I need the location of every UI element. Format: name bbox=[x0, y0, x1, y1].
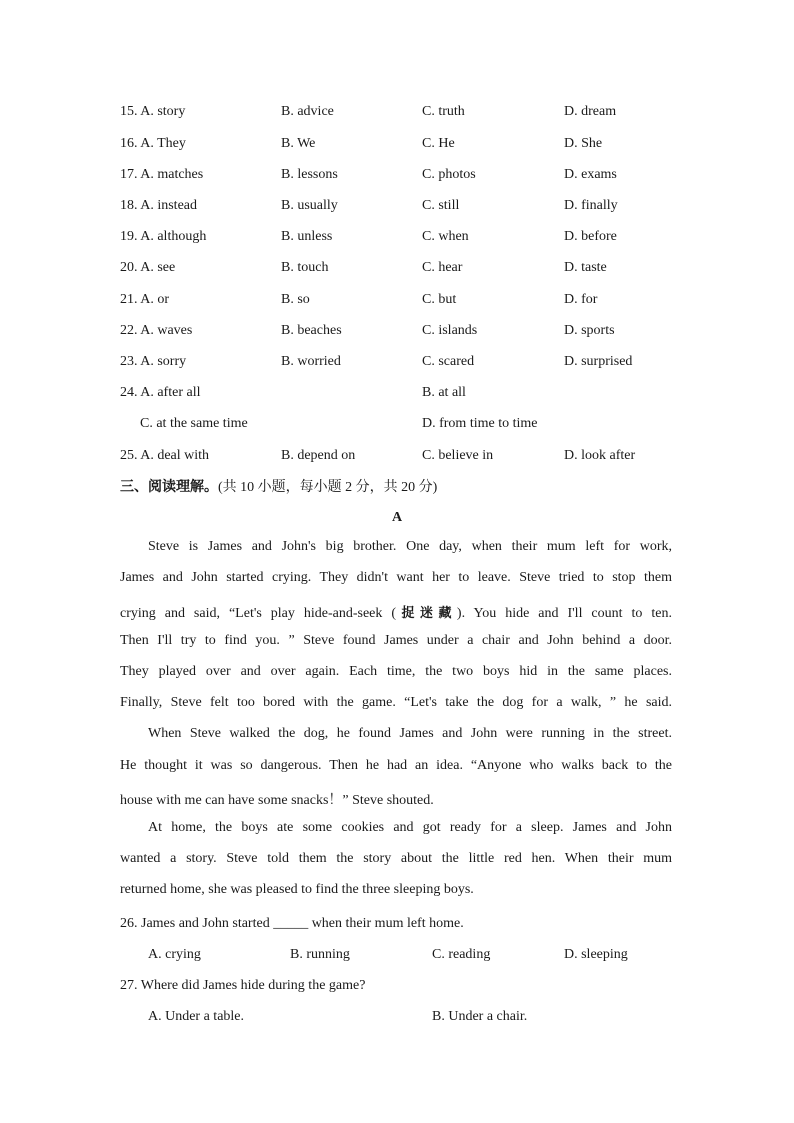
passage-line: They played over and over again. Each time, the two boys hid in the same places. bbox=[120, 664, 672, 679]
option-d: D. sports bbox=[564, 323, 615, 338]
option-c: C. but bbox=[422, 292, 457, 307]
option-a: 18. A. instead bbox=[120, 198, 197, 213]
passage-line: James and John started crying. They didn't want her to leave. Steve tried to stop them bbox=[120, 570, 672, 585]
question-text: 27. Where did James hide during the game? bbox=[120, 978, 366, 993]
question-row bbox=[0, 383, 794, 403]
question-row bbox=[0, 945, 794, 965]
option-b: B. usually bbox=[281, 198, 338, 213]
passage-line: When Steve walked the dog, he found James and John were running in the street. bbox=[148, 726, 672, 741]
option-a: A. crying bbox=[148, 947, 201, 962]
option-a: A. Under a table. bbox=[148, 1009, 245, 1024]
question-row bbox=[0, 414, 794, 434]
option-c: C. when bbox=[422, 229, 469, 244]
question-row bbox=[0, 290, 794, 310]
option-c: C. reading bbox=[432, 947, 491, 962]
option-b: B. Under a chair. bbox=[432, 1009, 528, 1024]
question-row bbox=[0, 446, 794, 466]
passage-text: crying and said, “Let's play hide-and-seek ( bbox=[120, 606, 397, 621]
passage-line: Steve is James and John's big brother. One day, when their mum left for work, bbox=[148, 539, 672, 554]
option-a: 24. A. after all bbox=[120, 385, 201, 400]
option-c: C. photos bbox=[422, 167, 476, 182]
option-c: C. still bbox=[422, 198, 460, 213]
option-d: D. from time to time bbox=[422, 416, 538, 431]
passage-line: returned home, she was pleased to find the three sleeping boys. bbox=[120, 882, 474, 897]
option-d: D. for bbox=[564, 292, 598, 307]
option-d: D. dream bbox=[564, 104, 617, 119]
option-c: C. at the same time bbox=[140, 416, 248, 431]
option-a: 23. A. sorry bbox=[120, 354, 187, 369]
option-d: D. surprised bbox=[564, 354, 633, 369]
option-b: B. at all bbox=[422, 385, 466, 400]
question-stem bbox=[0, 976, 794, 996]
option-b: B. so bbox=[281, 292, 310, 307]
passage-line: He thought it was so dangerous. Then he had an idea. “Anyone who walks back to the bbox=[120, 758, 672, 773]
option-a: 20. A. see bbox=[120, 260, 176, 275]
option-d: D. look after bbox=[564, 448, 636, 463]
option-d: D. before bbox=[564, 229, 617, 244]
question-row bbox=[0, 321, 794, 341]
option-a: 21. A. or bbox=[120, 292, 170, 307]
option-a: 15. A. story bbox=[120, 104, 186, 119]
passage-line: At home, the boys ate some cookies and got ready for a sleep. James and John bbox=[148, 820, 672, 835]
question-row bbox=[0, 165, 794, 185]
option-b: B. worried bbox=[281, 354, 341, 369]
option-b: B. unless bbox=[281, 229, 333, 244]
question-row bbox=[0, 352, 794, 372]
question-row bbox=[0, 134, 794, 154]
passage-line: Finally, Steve felt too bored with the game. “Let's take the dog for a walk, ” he said. bbox=[120, 695, 672, 710]
option-c: C. scared bbox=[422, 354, 475, 369]
option-b: B. We bbox=[281, 136, 316, 151]
option-c: C. He bbox=[422, 136, 455, 151]
option-a: 16. A. They bbox=[120, 136, 186, 151]
section-title: 三、阅读理解。 bbox=[120, 479, 218, 495]
option-c: C. truth bbox=[422, 104, 465, 119]
option-b: B. running bbox=[290, 947, 350, 962]
passage-label: A bbox=[391, 510, 403, 525]
option-a: 25. A. deal with bbox=[120, 448, 210, 463]
question-row bbox=[0, 1007, 794, 1027]
option-c: C. hear bbox=[422, 260, 463, 275]
question-row bbox=[0, 258, 794, 278]
option-a: 19. A. although bbox=[120, 229, 207, 244]
question-row bbox=[0, 227, 794, 247]
passage-text: ). You hide and I'll count to ten. bbox=[456, 606, 672, 621]
passage-line: Then I'll try to find you. ” Steve found James under a chair and John behind a door. bbox=[120, 633, 672, 648]
option-b: B. advice bbox=[281, 104, 334, 119]
option-b: B. beaches bbox=[281, 323, 342, 338]
question-row bbox=[0, 196, 794, 216]
option-c: C. islands bbox=[422, 323, 478, 338]
option-d: D. She bbox=[564, 136, 603, 151]
option-d: D. sleeping bbox=[564, 947, 628, 962]
chinese-gloss: 捉迷藏 bbox=[396, 606, 457, 621]
question-text: 26. James and John started _____ when their mum left home. bbox=[120, 916, 464, 931]
section-detail: (共 10 小题，每小题 2 分，共 20 分) bbox=[218, 480, 438, 495]
passage-line: house with me can have some snacks！” Steve shouted. bbox=[120, 793, 434, 808]
question-stem bbox=[0, 914, 794, 934]
passage-line bbox=[120, 602, 672, 622]
option-b: B. depend on bbox=[281, 448, 356, 463]
option-b: B. touch bbox=[281, 260, 329, 275]
question-row bbox=[0, 102, 794, 122]
option-a: 17. A. matches bbox=[120, 167, 204, 182]
option-b: B. lessons bbox=[281, 167, 338, 182]
option-d: D. finally bbox=[564, 198, 618, 213]
option-d: D. taste bbox=[564, 260, 607, 275]
option-c: C. believe in bbox=[422, 448, 494, 463]
section-heading bbox=[120, 477, 437, 497]
passage-line: wanted a story. Steve told them the story about the little red hen. When their mum bbox=[120, 851, 672, 866]
option-d: D. exams bbox=[564, 167, 617, 182]
option-a: 22. A. waves bbox=[120, 323, 193, 338]
